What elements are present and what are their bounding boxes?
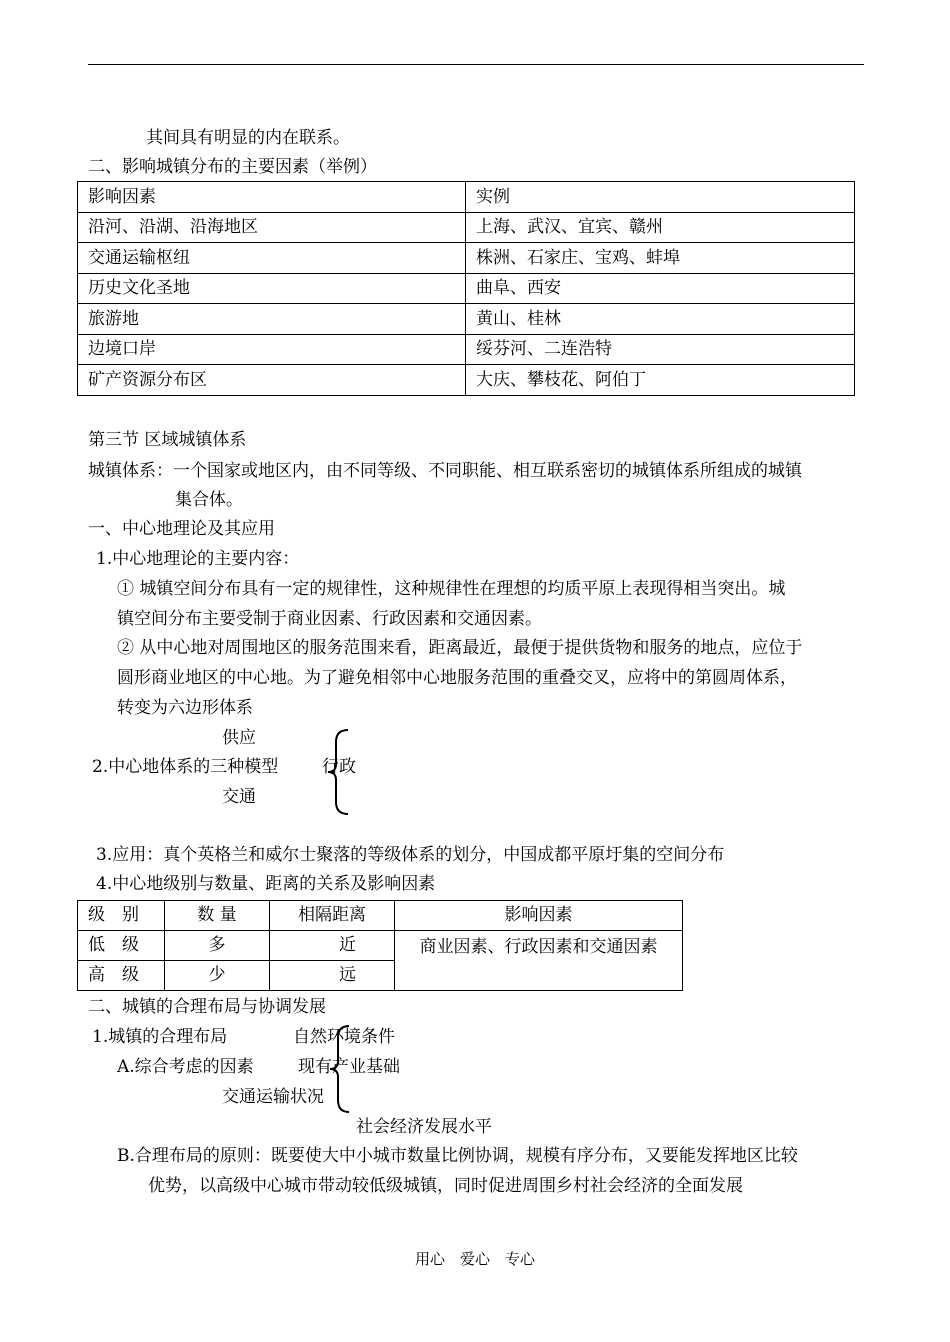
- table-cell: 远: [270, 961, 395, 991]
- point2-line2: 圆形商业地区的中心地。为了避免相邻中心地服务范围的重叠交叉，应将中的第圆周体系，: [117, 668, 797, 688]
- table-cell: 矿产资源分布区: [78, 365, 466, 396]
- table-cell: 低 级: [78, 931, 165, 961]
- header-rule: [88, 64, 864, 65]
- table-cell: 株洲、石家庄、宝鸡、蚌埠: [466, 243, 855, 274]
- table-cell: 绥芬河、二连浩特: [466, 334, 855, 365]
- item4-heading: 4.中心地级别与数量、距离的关系及影响因素: [96, 874, 436, 894]
- models-brace: [322, 728, 352, 816]
- point2-line1: ② 从中心地对周围地区的服务范围来看，距离最近，最便于提供货物和服务的地点，应位于: [117, 638, 803, 658]
- principle-line2: 优势，以高级中心城市带动较低级城镇，同时促进周围乡村社会经济的全面发展: [148, 1176, 743, 1196]
- factor-table: [77, 181, 855, 396]
- table-row: [78, 212, 855, 243]
- item3: 3.应用：真个英格兰和威尔士聚落的等级体系的划分，中国成都平原圩集的空间分布: [96, 845, 725, 865]
- table-cell: 边境口岸: [78, 334, 466, 365]
- definition-line1: 城镇体系：一个国家或地区内，由不同等级、不同职能、相互联系密切的城镇体系所组成的城镇: [88, 461, 802, 481]
- layout-a-label: A.综合考虑的因素: [117, 1057, 254, 1077]
- table-cell: 旅游地: [78, 304, 466, 335]
- table-cell: 近: [270, 931, 395, 961]
- table-row: [78, 931, 683, 961]
- table-header-cell: 影响因素: [78, 182, 466, 213]
- table-header-row: [78, 182, 855, 213]
- table-header-cell: 实例: [466, 182, 855, 213]
- table-cell: 曲阜、西安: [466, 273, 855, 304]
- table-cell: 黄山、桂林: [466, 304, 855, 335]
- item1-heading: 1.中心地理论的主要内容：: [96, 549, 300, 569]
- principle-line1: B.合理布局的原则：既要使大中小城市数量比例协调，规模有序分布，又要能发挥地区比较: [117, 1146, 798, 1166]
- section2-heading: 二、影响城镇分布的主要因素（举例）: [88, 157, 377, 177]
- point1-line2: 镇空间分布主要受制于商业因素、行政因素和交通因素。: [117, 609, 542, 629]
- page-footer: 用心 爱心 专心: [414, 1250, 535, 1268]
- table-row: [78, 365, 855, 396]
- table-row: [78, 243, 855, 274]
- definition-line2: 集合体。: [175, 490, 243, 510]
- table-cell: 大庆、攀枝花、阿伯丁: [466, 365, 855, 396]
- layout-factor-industry: 现有产业基础: [298, 1057, 400, 1077]
- models-label: 2.中心地体系的三种模型: [92, 757, 279, 777]
- layout-factor-nature: 自然环境条件: [293, 1027, 395, 1047]
- part1-heading: 一、中心地理论及其应用: [88, 519, 275, 539]
- table-cell: 少: [165, 961, 270, 991]
- table-header-cell: 影响因素: [395, 901, 683, 931]
- table-cell: 沿河、沿湖、沿海地区: [78, 212, 466, 243]
- table-header-cell: 相隔距离: [270, 901, 395, 931]
- table-cell: 交通运输枢纽: [78, 243, 466, 274]
- point2-line3: 转变为六边形体系: [117, 698, 253, 718]
- model-admin: 行政: [322, 757, 356, 777]
- layout-factor-economy: 社会经济发展水平: [356, 1117, 492, 1137]
- intro-line: 其间具有明显的内在联系。: [146, 128, 350, 148]
- table-cell: 历史文化圣地: [78, 273, 466, 304]
- layout-brace: [325, 1024, 353, 1114]
- table-cell: 多: [165, 931, 270, 961]
- point1-line1: ① 城镇空间分布具有一定的规律性，这种规律性在理想的均质平原上表现得相当突出。城: [117, 579, 786, 599]
- table-header-cell: 数 量: [165, 901, 270, 931]
- factors-cell: 商业因素、行政因素和交通因素: [395, 931, 683, 991]
- layout-title: 1.城镇的合理布局: [92, 1027, 228, 1047]
- table-row: [78, 334, 855, 365]
- table-header-cell: 级 别: [78, 901, 165, 931]
- level-table: [77, 900, 683, 991]
- section3-title: 第三节 区域城镇体系: [88, 430, 247, 450]
- table-row: [78, 273, 855, 304]
- model-transport: 交通: [222, 787, 256, 807]
- table-cell: 高 级: [78, 961, 165, 991]
- table-header-row: [78, 901, 683, 931]
- model-supply: 供应: [222, 728, 256, 748]
- table-row: [78, 304, 855, 335]
- layout-factor-transport: 交通运输状况: [222, 1087, 324, 1107]
- part2-heading: 二、城镇的合理布局与协调发展: [88, 997, 326, 1017]
- table-cell: 上海、武汉、宜宾、赣州: [466, 212, 855, 243]
